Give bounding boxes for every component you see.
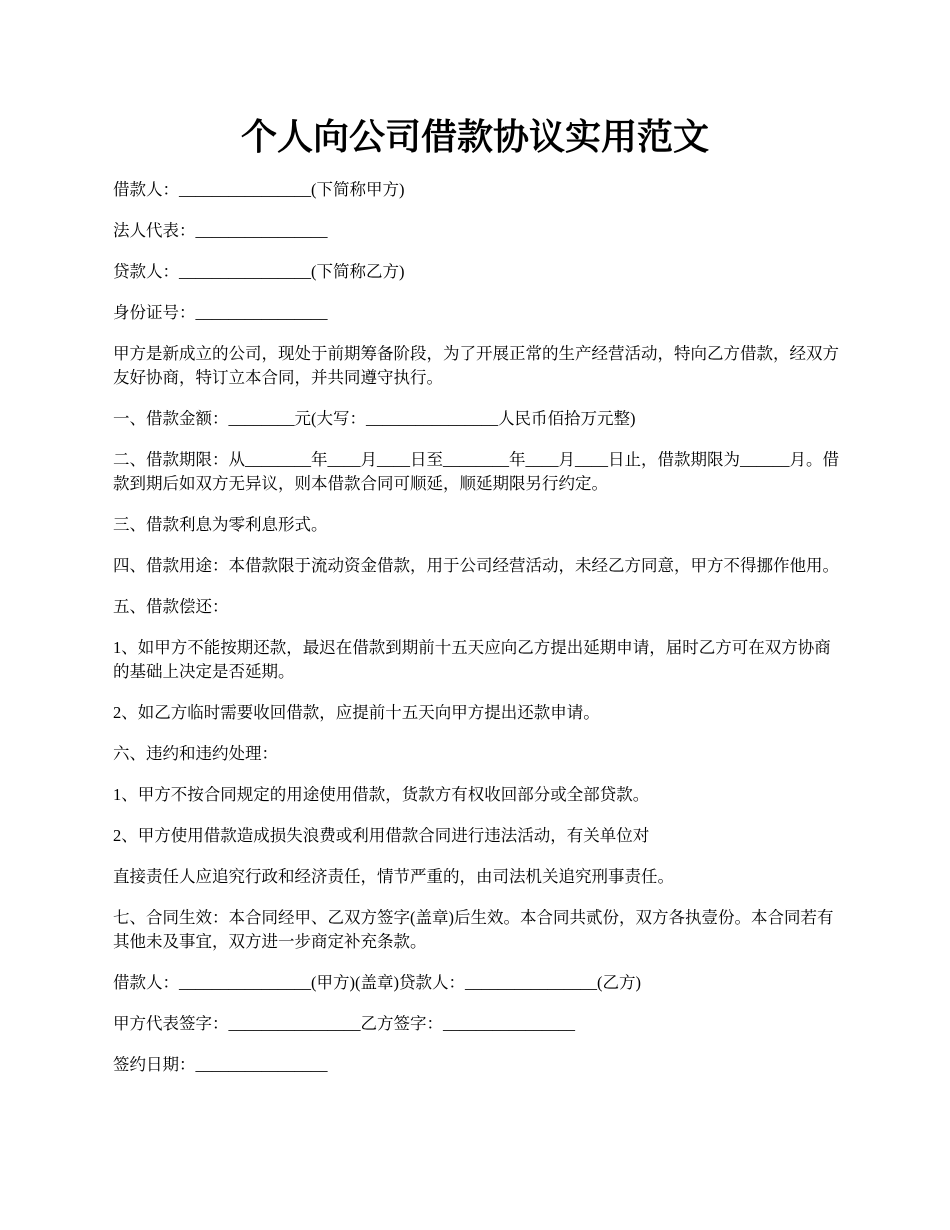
clause-loan-amount: 一、借款金额：________元(大写：________________人民币佰拾万元整)	[113, 409, 636, 428]
repayment-item-2: 2、如乙方临时需要收回借款，应提前十五天向甲方提出还款申请。	[113, 703, 600, 722]
lender-line: 贷款人：________________(下简称乙方)	[113, 262, 405, 281]
clause-loan-term: 二、借款期限：从________年____月____日至________年____月____日止，借款期限为______月。借款到期后如双方无异议，则本借款合同可顺延，顺延期限另行约定。	[113, 450, 839, 493]
id-number-line: 身份证号：________________	[113, 303, 328, 322]
breach-item-1: 1、甲方不按合同规定的用途使用借款，货款方有权收回部分或全部贷款。	[113, 785, 650, 804]
clause-breach-heading: 六、违约和违约处理：	[113, 744, 278, 763]
signing-date-line: 签约日期：________________	[113, 1055, 328, 1074]
signature-representatives-line: 甲方代表签字：________________乙方签字：________________	[113, 1014, 575, 1033]
legal-representative-line: 法人代表：________________	[113, 221, 328, 240]
signature-parties-line: 借款人：________________(甲方)(盖章)贷款人：________________(乙方)	[113, 973, 641, 992]
clause-interest: 三、借款利息为零利息形式。	[113, 515, 328, 534]
preamble-paragraph: 甲方是新成立的公司，现处于前期筹备阶段，为了开展正常的生产经营活动，特向乙方借款，经双方友好协商，特订立本合同，并共同遵守执行。	[113, 344, 839, 387]
clause-loan-purpose: 四、借款用途：本借款限于流动资金借款，用于公司经营活动，未经乙方同意，甲方不得挪作他用。	[113, 556, 839, 575]
borrower-line: 借款人：________________(下简称甲方)	[113, 180, 405, 199]
clause-effectiveness: 七、合同生效：本合同经甲、乙双方签字(盖章)后生效。本合同共贰份，双方各执壹份。本合同若有其他未及事宜，双方进一步商定补充条款。	[113, 908, 834, 951]
document-body	[113, 178, 840, 1094]
breach-item-2: 2、甲方使用借款造成损失浪费或利用借款合同进行违法活动，有关单位对	[113, 826, 650, 845]
document-title: 个人向公司借款协议实用范文	[240, 116, 709, 158]
repayment-item-1: 1、如甲方不能按期还款，最迟在借款到期前十五天应向乙方提出延期申请，届时乙方可在双方协商的基础上决定是否延期。	[113, 638, 831, 681]
breach-item-2-continued: 直接责任人应追究行政和经济责任，情节严重的，由司法机关追究刑事责任。	[113, 867, 674, 886]
clause-repayment-heading: 五、借款偿还：	[113, 597, 229, 616]
